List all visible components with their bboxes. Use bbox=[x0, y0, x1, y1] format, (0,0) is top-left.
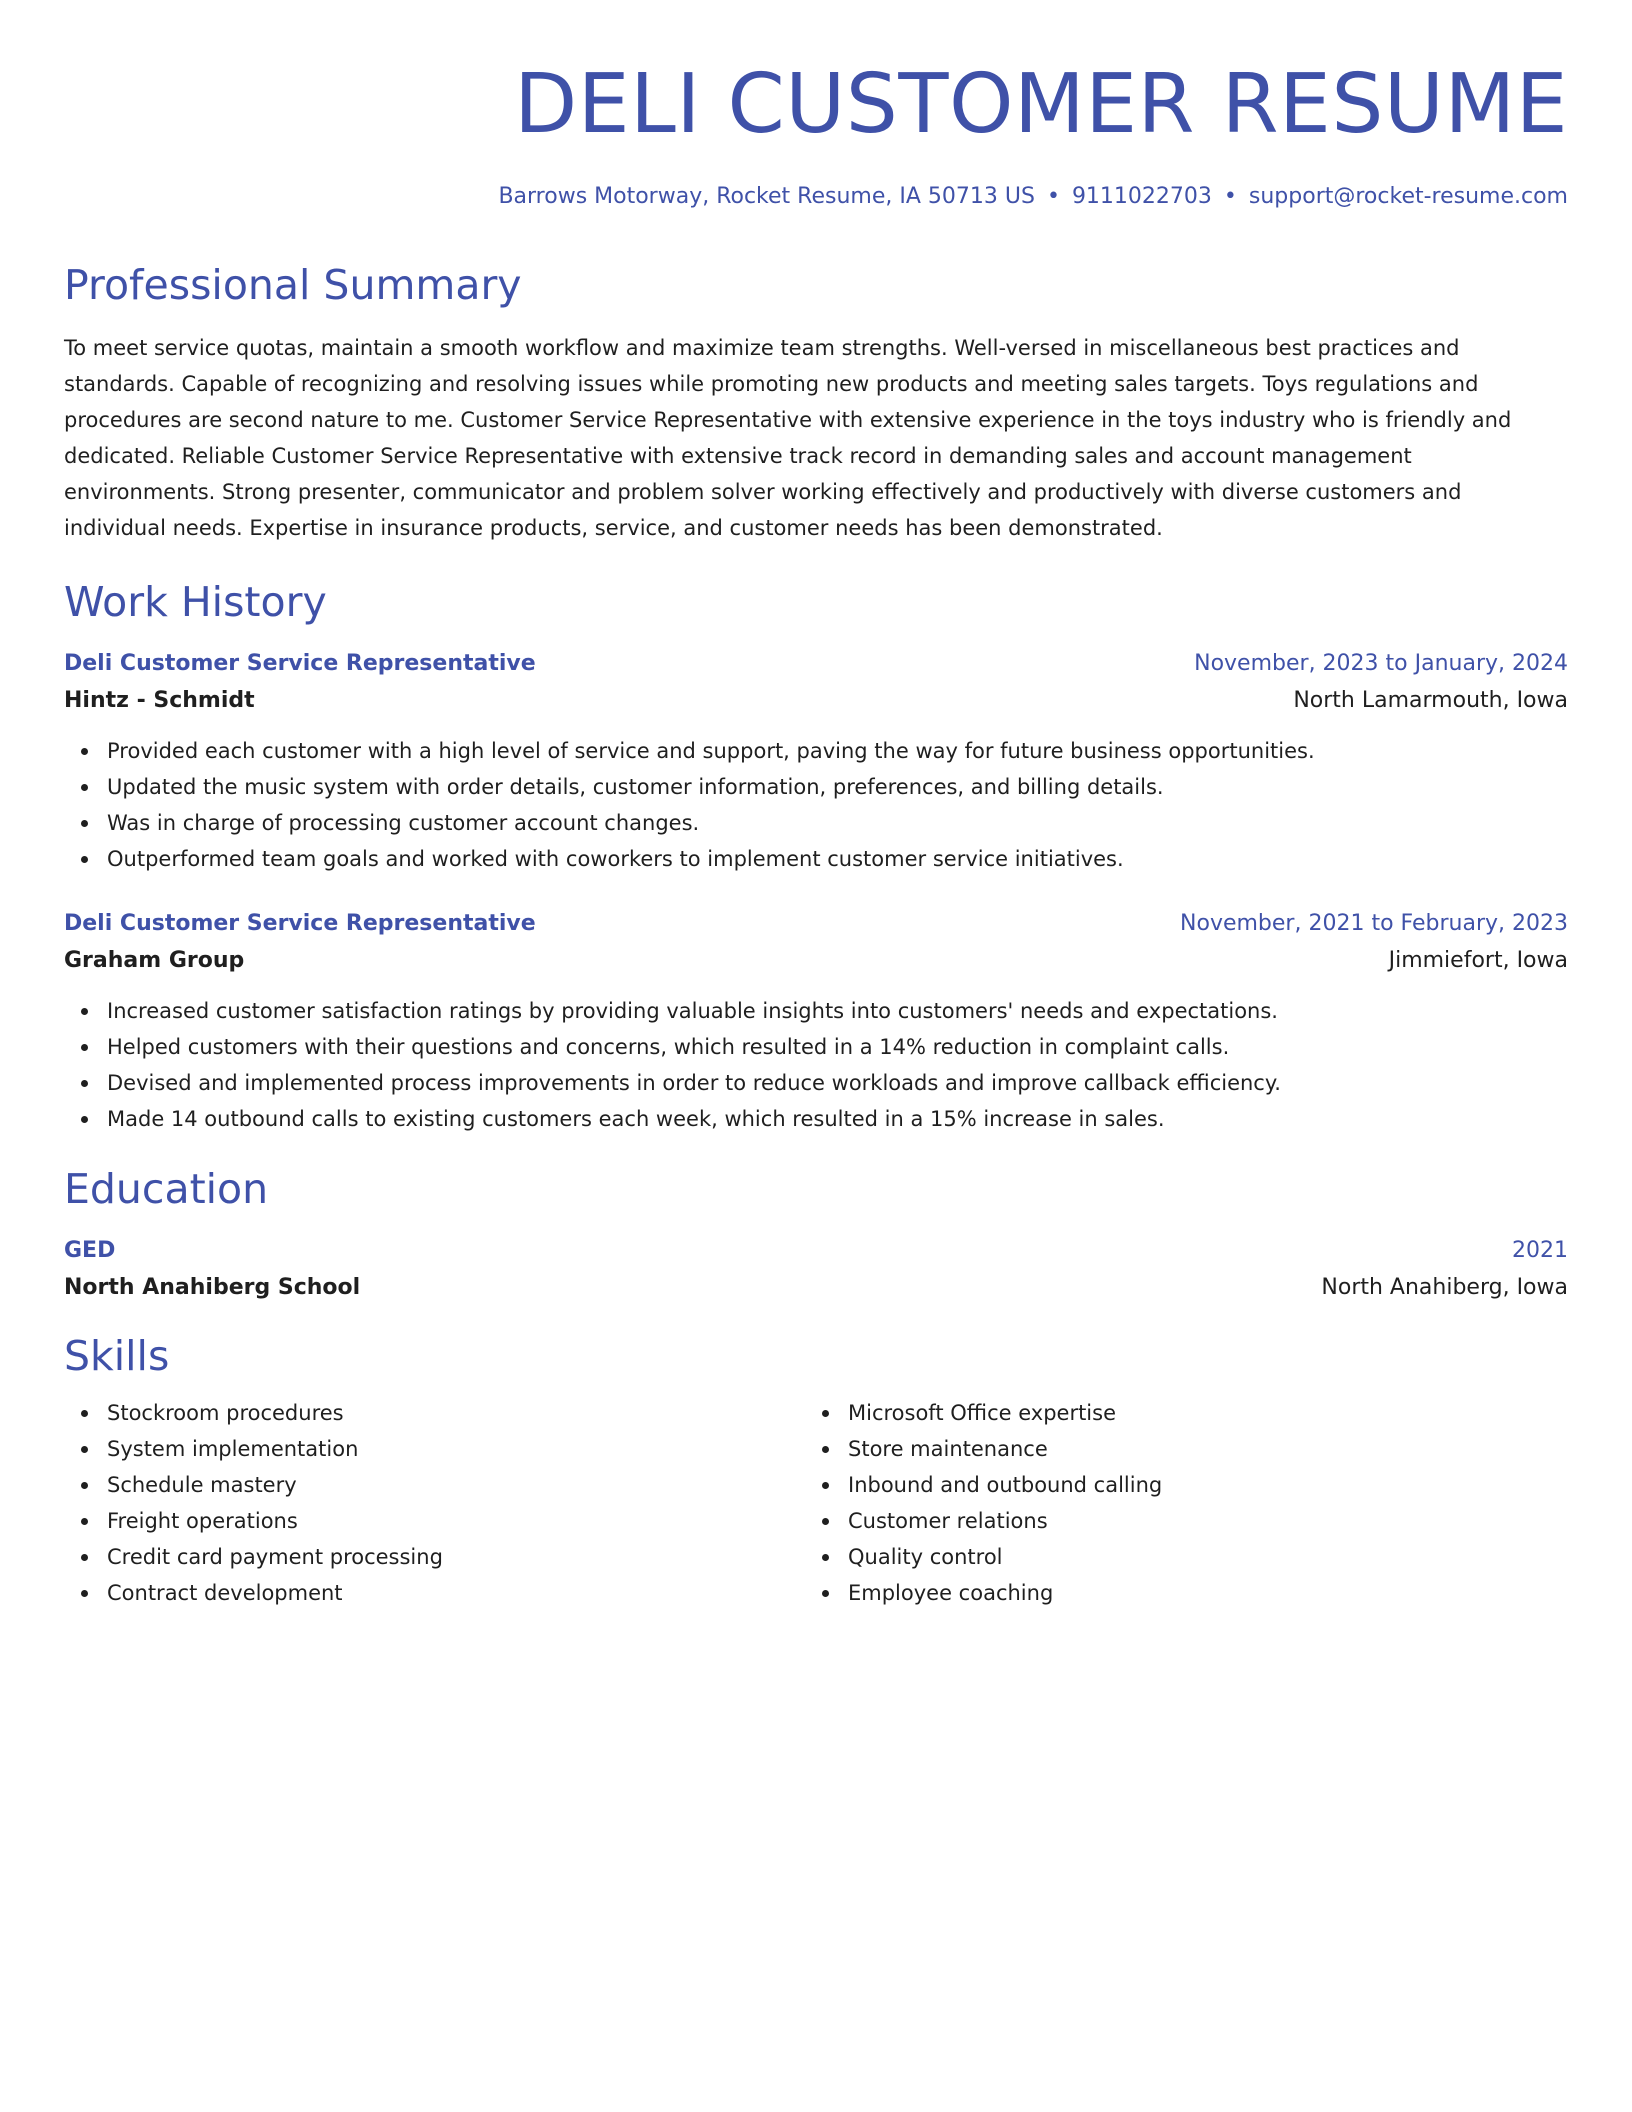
job-title: Deli Customer Service Representative bbox=[64, 911, 536, 937]
skill-item: System implementation bbox=[107, 1431, 805, 1467]
education-school: North Anahiberg School bbox=[64, 1275, 361, 1301]
education-header-row bbox=[64, 1238, 1568, 1263]
job-bullet: Made 14 outbound calls to existing customers each week, which resulted in a 15% increase in sales. bbox=[107, 1101, 1568, 1137]
skills-list bbox=[64, 1395, 805, 1611]
job-dates: November, 2023 to January, 2024 bbox=[1194, 651, 1568, 677]
job-bullet: Updated the music system with order details, customer information, preferences, and billing details. bbox=[107, 769, 1568, 805]
skill-item: Contract development bbox=[107, 1575, 805, 1611]
skill-item: Store maintenance bbox=[848, 1431, 1546, 1467]
job-bullet: Increased customer satisfaction ratings by providing valuable insights into customers' needs and expectations. bbox=[107, 993, 1568, 1029]
education-location: North Anahiberg, Iowa bbox=[1321, 1275, 1568, 1301]
skill-item: Inbound and outbound calling bbox=[848, 1467, 1546, 1503]
skill-item: Credit card payment processing bbox=[107, 1539, 805, 1575]
work-history-heading: Work History bbox=[64, 578, 327, 627]
job-title: Deli Customer Service Representative bbox=[64, 651, 536, 677]
job-bullet: Was in charge of processing customer account changes. bbox=[107, 805, 1568, 841]
summary-text: To meet service quotas, maintain a smooth workflow and maximize team strengths. Well-versed in miscellaneous best practices and standards. Capable of recognizing and resolving issues while promoting new products and meeting sales targets. Toys regulations and procedures are second nature to me. Customer Service Representative with extensive experience in the toys industry who is friendly and dedicated. Reliable Customer Service Representative with extensive track record in demanding sales and account management environments. Strong presenter, communicator and problem solver working effectively and productively with diverse customers and individual needs. Expertise in insurance products, service, and customer needs has been demonstrated. bbox=[64, 336, 1512, 541]
education-school-row bbox=[64, 1275, 1568, 1300]
job-company: Graham Group bbox=[64, 948, 245, 974]
skill-item: Stockroom procedures bbox=[107, 1395, 805, 1431]
job-header-row bbox=[64, 911, 1568, 936]
skill-item: Microsoft Office expertise bbox=[848, 1395, 1546, 1431]
contact-separator: • bbox=[1223, 184, 1237, 209]
contact-line bbox=[64, 184, 1568, 209]
job-header-row bbox=[64, 651, 1568, 676]
job-bullet: Devised and implemented process improvements in order to reduce workloads and improve callback efficiency. bbox=[107, 1065, 1568, 1101]
skill-item: Customer relations bbox=[848, 1503, 1546, 1539]
job-company-row bbox=[64, 688, 1568, 713]
job-entry bbox=[64, 911, 1568, 1137]
job-entry bbox=[64, 651, 1568, 877]
skill-item: Freight operations bbox=[107, 1503, 805, 1539]
contact-separator: • bbox=[1046, 184, 1060, 209]
job-location: North Lamarmouth, Iowa bbox=[1293, 688, 1568, 714]
skills-list bbox=[805, 1395, 1546, 1611]
job-bullets bbox=[64, 733, 1568, 877]
job-bullet: Provided each customer with a high level of service and support, paving the way for future business opportunities. bbox=[107, 733, 1568, 769]
skill-item: Quality control bbox=[848, 1539, 1546, 1575]
resume-title: DELI CUSTOMER RESUME bbox=[514, 57, 1568, 152]
contact-address: Barrows Motorway, Rocket Resume, IA 50713 US bbox=[498, 184, 1035, 209]
skills-column-right bbox=[805, 1395, 1546, 1611]
summary-heading: Professional Summary bbox=[64, 261, 522, 309]
skill-item: Employee coaching bbox=[848, 1575, 1546, 1611]
education-entry bbox=[64, 1238, 1568, 1300]
skill-item: Schedule mastery bbox=[107, 1467, 805, 1503]
job-bullet: Helped customers with their questions and concerns, which resulted in a 14% reduction in complaint calls. bbox=[107, 1029, 1568, 1065]
job-dates: November, 2021 to February, 2023 bbox=[1180, 911, 1568, 937]
job-company: Hintz - Schmidt bbox=[64, 688, 255, 714]
job-bullet: Outperformed team goals and worked with coworkers to implement customer service initiatives. bbox=[107, 841, 1568, 877]
job-bullets bbox=[64, 993, 1568, 1137]
education-heading: Education bbox=[64, 1165, 269, 1214]
skills-column-left bbox=[64, 1395, 805, 1611]
education-year: 2021 bbox=[1512, 1238, 1568, 1264]
contact-phone[interactable]: 9111022703 bbox=[1071, 184, 1212, 209]
job-company-row bbox=[64, 948, 1568, 973]
education-degree: GED bbox=[64, 1238, 116, 1264]
skills-columns bbox=[64, 1395, 1568, 1611]
contact-email[interactable]: support@rocket-resume.com bbox=[1248, 184, 1568, 209]
job-location: Jimmiefort, Iowa bbox=[1388, 948, 1568, 974]
skills-heading: Skills bbox=[64, 1332, 170, 1381]
